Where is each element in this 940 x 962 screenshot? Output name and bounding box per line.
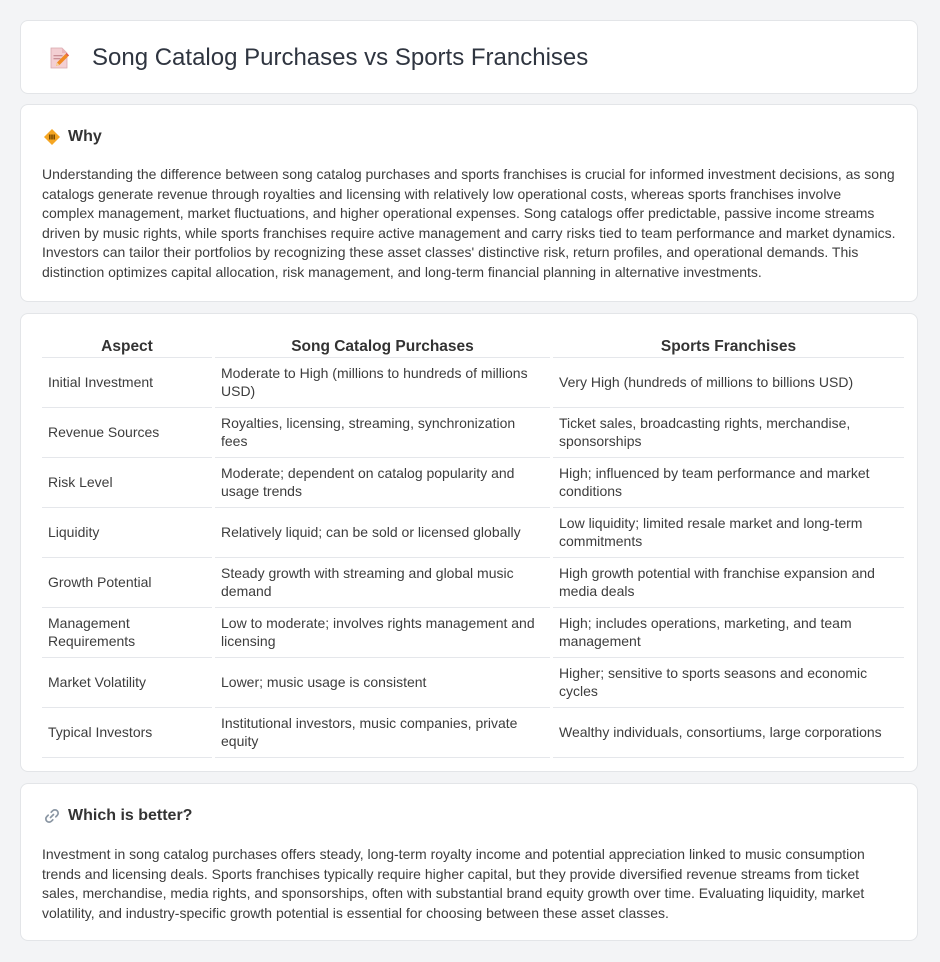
- header-aspect: Aspect: [42, 337, 212, 358]
- table-cell: Steady growth with streaming and global music demand: [215, 558, 550, 608]
- table-cell: Lower; music usage is consistent: [215, 658, 550, 708]
- why-heading: Why: [68, 128, 102, 145]
- table-cell: Low to moderate; involves rights management and licensing: [215, 608, 550, 658]
- table-cell: Institutional investors, music companies, private equity: [215, 708, 550, 758]
- table-cell: High growth potential with franchise expansion and media deals: [553, 558, 904, 608]
- table-row: [42, 558, 904, 608]
- table-cell: Moderate to High (millions to hundreds of millions USD): [215, 358, 550, 408]
- table-header-row: [42, 337, 904, 358]
- table-cell: Typical Investors: [42, 708, 212, 758]
- better-heading: Which is better?: [68, 807, 193, 824]
- table-row: [42, 508, 904, 558]
- table-cell: Low liquidity; limited resale market and long-term commitments: [553, 508, 904, 558]
- table-cell: Relatively liquid; can be sold or licensed globally: [215, 508, 550, 558]
- header-song-catalog: Song Catalog Purchases: [215, 337, 550, 358]
- comparison-table-card: [20, 313, 918, 772]
- why-heading-row: [43, 125, 102, 149]
- table-row: [42, 408, 904, 458]
- table-row: [42, 658, 904, 708]
- which-is-better-section: [20, 783, 918, 941]
- diamond-warning-icon: [43, 128, 61, 146]
- document-pencil-icon: [47, 46, 71, 70]
- table-cell: High; includes operations, marketing, and team management: [553, 608, 904, 658]
- header-sports-franchises: Sports Franchises: [553, 337, 904, 358]
- table-cell: Revenue Sources: [42, 408, 212, 458]
- table-row: [42, 708, 904, 758]
- better-body: Investment in song catalog purchases offers steady, long-term royalty income and potential appreciation linked to music consumption trends and licensing deals. Sports franchises typically require higher capital, but they provide diversified revenue streams from ticket sales, merchandise, media rights, and sponsorships, often with substantial brand equity growth over time. Evaluating liquidity, market volatility, and industry-specific growth potential is essential for choosing between these asset classes.: [42, 846, 865, 921]
- table-cell: Management Requirements: [42, 608, 212, 658]
- table-cell: Initial Investment: [42, 358, 212, 408]
- better-heading-row: [43, 804, 192, 828]
- why-body: Understanding the difference between song catalog purchases and sports franchises is crucial for informed investment decisions, as song catalogs generate revenue through royalties and licensing with relatively low operational costs, whereas sports franchises involve complex management, market fluctuations, and higher operational expenses. Song catalogs offer predictable, passive income streams driven by music rights, while sports franchises require active management and carry risks tied to team performance and market dynamics. Investors can tailor their portfolios by recognizing these asset classes' distinctive risk, return profiles, and operational demands. This distinction optimizes capital allocation, risk management, and long-term financial planning in alternative investments.: [42, 166, 896, 280]
- comparison-table: [39, 337, 907, 758]
- table-cell: Very High (hundreds of millions to billions USD): [553, 358, 904, 408]
- table-cell: High; influenced by team performance and market conditions: [553, 458, 904, 508]
- page-title: Song Catalog Purchases vs Sports Franchises: [92, 44, 589, 71]
- table-cell: Risk Level: [42, 458, 212, 508]
- table-cell: Ticket sales, broadcasting rights, merchandise, sponsorships: [553, 408, 904, 458]
- table-cell: Liquidity: [42, 508, 212, 558]
- table-cell: Wealthy individuals, consortiums, large corporations: [553, 708, 904, 758]
- table-cell: Royalties, licensing, streaming, synchronization fees: [215, 408, 550, 458]
- table-cell: Market Volatility: [42, 658, 212, 708]
- table-cell: Moderate; dependent on catalog popularity and usage trends: [215, 458, 550, 508]
- table-cell: Higher; sensitive to sports seasons and economic cycles: [553, 658, 904, 708]
- table-row: [42, 608, 904, 658]
- why-section: [20, 104, 918, 302]
- table-cell: Growth Potential: [42, 558, 212, 608]
- table-row: [42, 458, 904, 508]
- link-icon: [43, 807, 61, 825]
- title-card: [20, 20, 918, 94]
- table-row: [42, 358, 904, 408]
